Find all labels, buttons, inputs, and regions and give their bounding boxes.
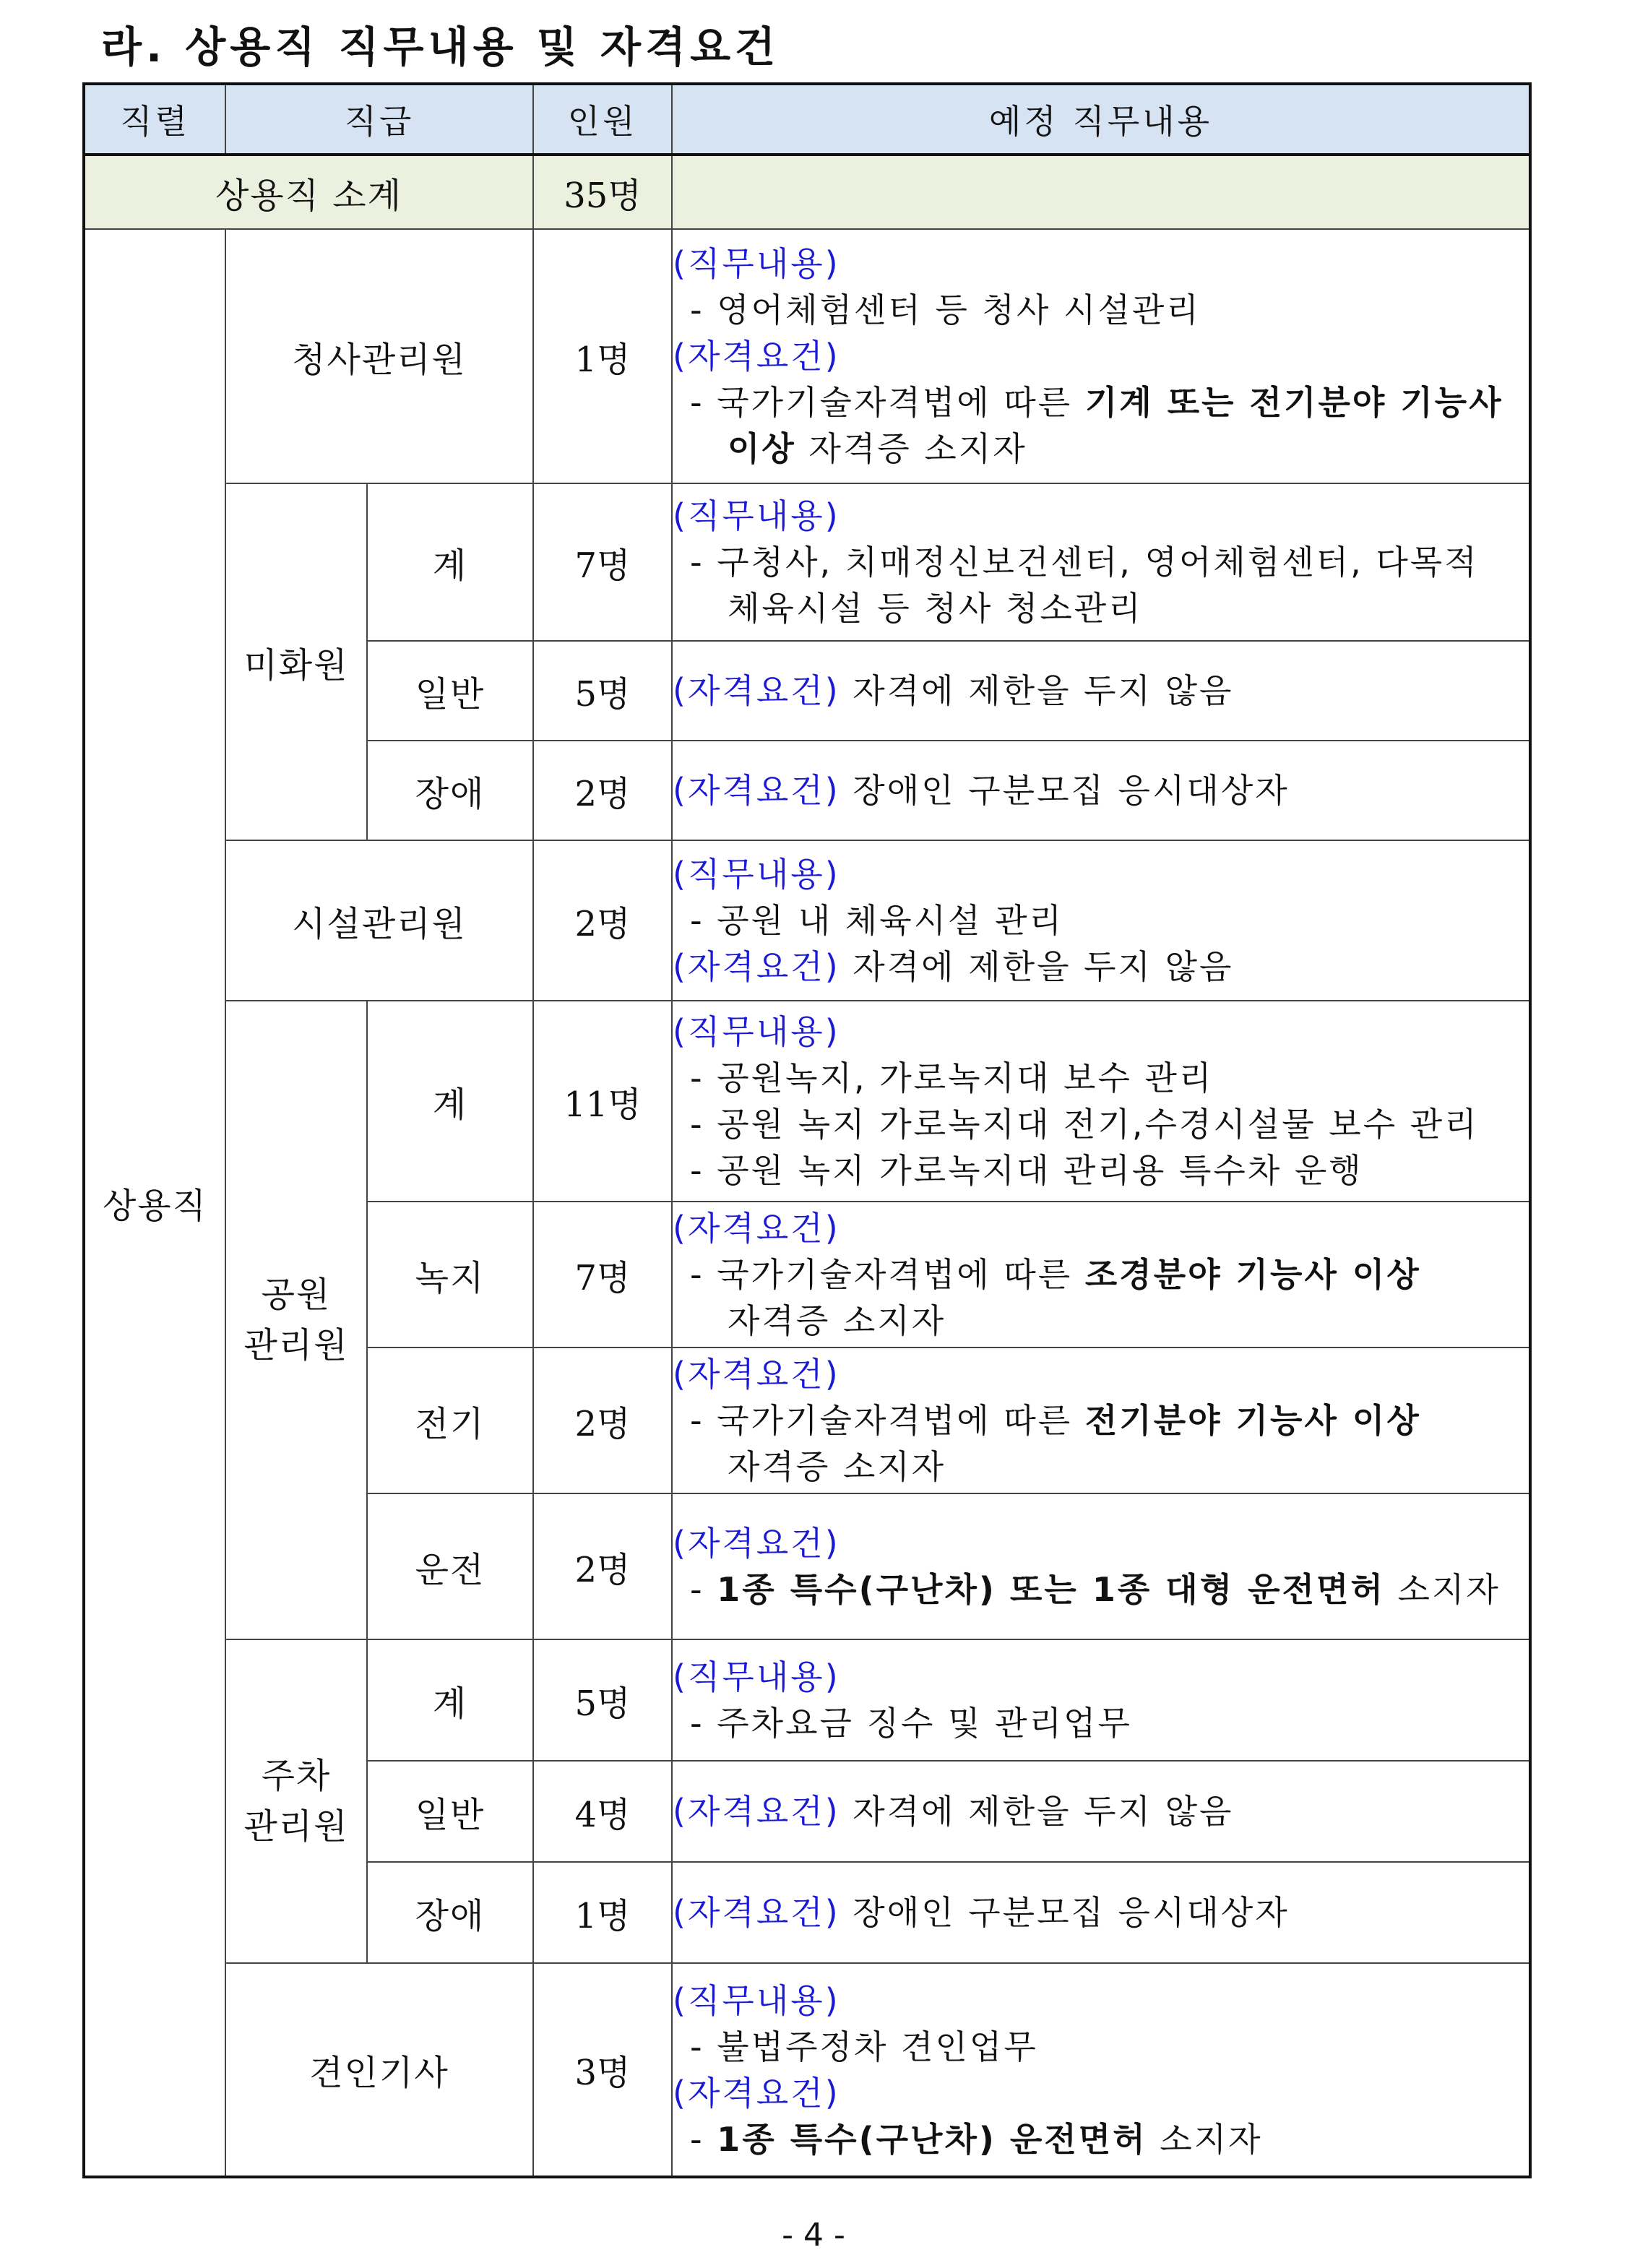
qual-text: 장애인 구분모집 응시대상자 xyxy=(840,771,1290,810)
page-number: - 4 - xyxy=(782,2217,845,2254)
qual-label: (자격요건) xyxy=(673,1209,840,1248)
qual-text: 자격증 소지자 xyxy=(728,1447,946,1486)
duty-label: (직무내용) xyxy=(673,244,840,283)
grade-cell: 청사관리원 xyxy=(225,229,533,483)
grade-cell: 녹지 xyxy=(367,1202,533,1348)
duty-cell xyxy=(672,641,1530,741)
section-title: 라. 상용직 직무내용 및 자격요건 xyxy=(101,22,780,72)
qual-label: (자격요건) xyxy=(673,1893,840,1932)
qual-text: 장애인 구분모집 응시대상자 xyxy=(840,1893,1290,1932)
qual-bold: 기계 또는 전기분야 기능사 xyxy=(1084,383,1503,422)
count-cell: 7명 xyxy=(533,1202,672,1348)
duty-cell xyxy=(672,483,1530,641)
qual-text: 자격에 제한을 두지 않음 xyxy=(840,947,1234,986)
header-grade: 직급 xyxy=(225,84,533,155)
duty-cell xyxy=(672,1493,1530,1639)
count-cell: 7명 xyxy=(533,483,672,641)
group-label: 관리원 xyxy=(243,1806,349,1847)
qual-label: (자격요건) xyxy=(673,771,840,810)
qual-label: (자격요건) xyxy=(673,1792,840,1831)
count-cell: 5명 xyxy=(533,641,672,741)
count-cell: 2명 xyxy=(533,741,672,840)
qual-text: - 국가기술자격법에 따른 xyxy=(690,383,1085,422)
table-row xyxy=(84,483,1530,641)
duty-text: - 공원 녹지 가로녹지대 전기,수경시설물 보수 관리 xyxy=(690,1105,1479,1144)
duty-text: - 영어체험센터 등 청사 시설관리 xyxy=(690,290,1201,329)
duty-text: - 공원 내 체육시설 관리 xyxy=(690,901,1064,940)
count-cell: 3명 xyxy=(533,1963,672,2177)
count-cell: 11명 xyxy=(533,1001,672,1202)
duty-label: (직무내용) xyxy=(673,1657,840,1696)
duty-cell xyxy=(672,1348,1530,1493)
qual-text: - xyxy=(690,1570,717,1609)
group-label: 주차 xyxy=(261,1756,332,1796)
table-header-row xyxy=(84,84,1530,155)
duty-cell xyxy=(672,1639,1530,1761)
count-cell: 1명 xyxy=(533,229,672,483)
table-row xyxy=(84,1963,1530,2177)
duty-cell xyxy=(672,1001,1530,1202)
qual-bold: 1종 특수(구난차) 운전면허 xyxy=(717,2119,1147,2159)
count-cell: 2명 xyxy=(533,1493,672,1639)
header-duties: 예정 직무내용 xyxy=(672,84,1530,155)
job-table xyxy=(82,82,1532,2178)
qual-text: - xyxy=(690,2119,717,2159)
duty-label: (직무내용) xyxy=(673,1012,840,1051)
table-row xyxy=(84,1639,1530,1761)
grade-cell: 일반 xyxy=(367,1761,533,1862)
qual-label: (자격요건) xyxy=(673,1355,840,1394)
grade-cell: 전기 xyxy=(367,1348,533,1493)
qual-text: - 국가기술자격법에 따른 xyxy=(690,1255,1085,1294)
count-cell: 4명 xyxy=(533,1761,672,1862)
qual-bold: 1종 특수(구난차) 또는 1종 대형 운전면허 xyxy=(717,1570,1385,1609)
count-cell: 2명 xyxy=(533,1348,672,1493)
duty-text: - 공원녹지, 가로녹지대 보수 관리 xyxy=(690,1058,1214,1098)
header-count: 인원 xyxy=(533,84,672,155)
qual-text: 자격증 소지자 xyxy=(728,1301,946,1340)
qual-text: 자격증 소지자 xyxy=(795,429,1027,468)
grade-cell: 시설관리원 xyxy=(225,840,533,1001)
qual-text: 소지자 xyxy=(1147,2119,1263,2159)
qual-label: (자격요건) xyxy=(673,947,840,986)
duty-cell xyxy=(672,1963,1530,2177)
qual-label: (자격요건) xyxy=(673,671,840,710)
duty-cell xyxy=(672,741,1530,840)
duty-label: (직무내용) xyxy=(673,496,840,535)
qual-text: 자격에 제한을 두지 않음 xyxy=(840,671,1234,710)
header-series: 직렬 xyxy=(84,84,225,155)
qual-label: (자격요건) xyxy=(673,2073,840,2113)
qual-bold: 조경분야 기능사 이상 xyxy=(1084,1255,1421,1294)
grade-cell: 장애 xyxy=(367,1862,533,1963)
qual-label: (자격요건) xyxy=(673,1524,840,1563)
table-row xyxy=(84,840,1530,1001)
duty-text: - 공원 녹지 가로녹지대 관리용 특수차 운행 xyxy=(690,1151,1363,1190)
group-cell: 미화원 xyxy=(225,483,367,840)
subtotal-row xyxy=(84,155,1530,229)
qual-text: 소지자 xyxy=(1384,1570,1501,1609)
grade-cell: 견인기사 xyxy=(225,1963,533,2177)
count-cell: 2명 xyxy=(533,840,672,1001)
grade-cell: 운전 xyxy=(367,1493,533,1639)
grade-cell: 계 xyxy=(367,1001,533,1202)
table-row xyxy=(84,229,1530,483)
duty-cell xyxy=(672,1862,1530,1963)
subtotal-empty xyxy=(672,155,1530,229)
qual-bold: 이상 xyxy=(728,429,796,468)
qual-label: (자격요건) xyxy=(673,337,840,376)
subtotal-label: 상용직 소계 xyxy=(84,155,533,229)
duty-text: - 구청사, 치매정신보건센터, 영어체험센터, 다목적 xyxy=(690,543,1479,582)
series-cell: 상용직 xyxy=(84,229,225,2177)
duty-cell xyxy=(672,229,1530,483)
count-cell: 1명 xyxy=(533,1862,672,1963)
duty-text: - 불법주정차 견인업무 xyxy=(690,2027,1038,2066)
grade-cell: 계 xyxy=(367,1639,533,1761)
grade-cell: 일반 xyxy=(367,641,533,741)
group-cell xyxy=(225,1001,367,1639)
group-label: 관리원 xyxy=(243,1325,349,1366)
group-cell xyxy=(225,1639,367,1963)
duty-label: (직무내용) xyxy=(673,855,840,894)
duty-cell xyxy=(672,840,1530,1001)
qual-text: 자격에 제한을 두지 않음 xyxy=(840,1792,1234,1831)
grade-cell: 계 xyxy=(367,483,533,641)
qual-text: - 국가기술자격법에 따른 xyxy=(690,1401,1085,1440)
table-row xyxy=(84,1001,1530,1202)
duty-label: (직무내용) xyxy=(673,1980,840,2020)
qual-bold: 전기분야 기능사 이상 xyxy=(1084,1401,1421,1440)
duty-text: 체육시설 등 청사 청소관리 xyxy=(728,589,1143,628)
group-label: 공원 xyxy=(261,1275,332,1315)
duty-text: - 주차요금 징수 및 관리업무 xyxy=(690,1704,1132,1743)
duty-cell xyxy=(672,1761,1530,1862)
duty-cell xyxy=(672,1202,1530,1348)
subtotal-count: 35명 xyxy=(533,155,672,229)
count-cell: 5명 xyxy=(533,1639,672,1761)
grade-cell: 장애 xyxy=(367,741,533,840)
